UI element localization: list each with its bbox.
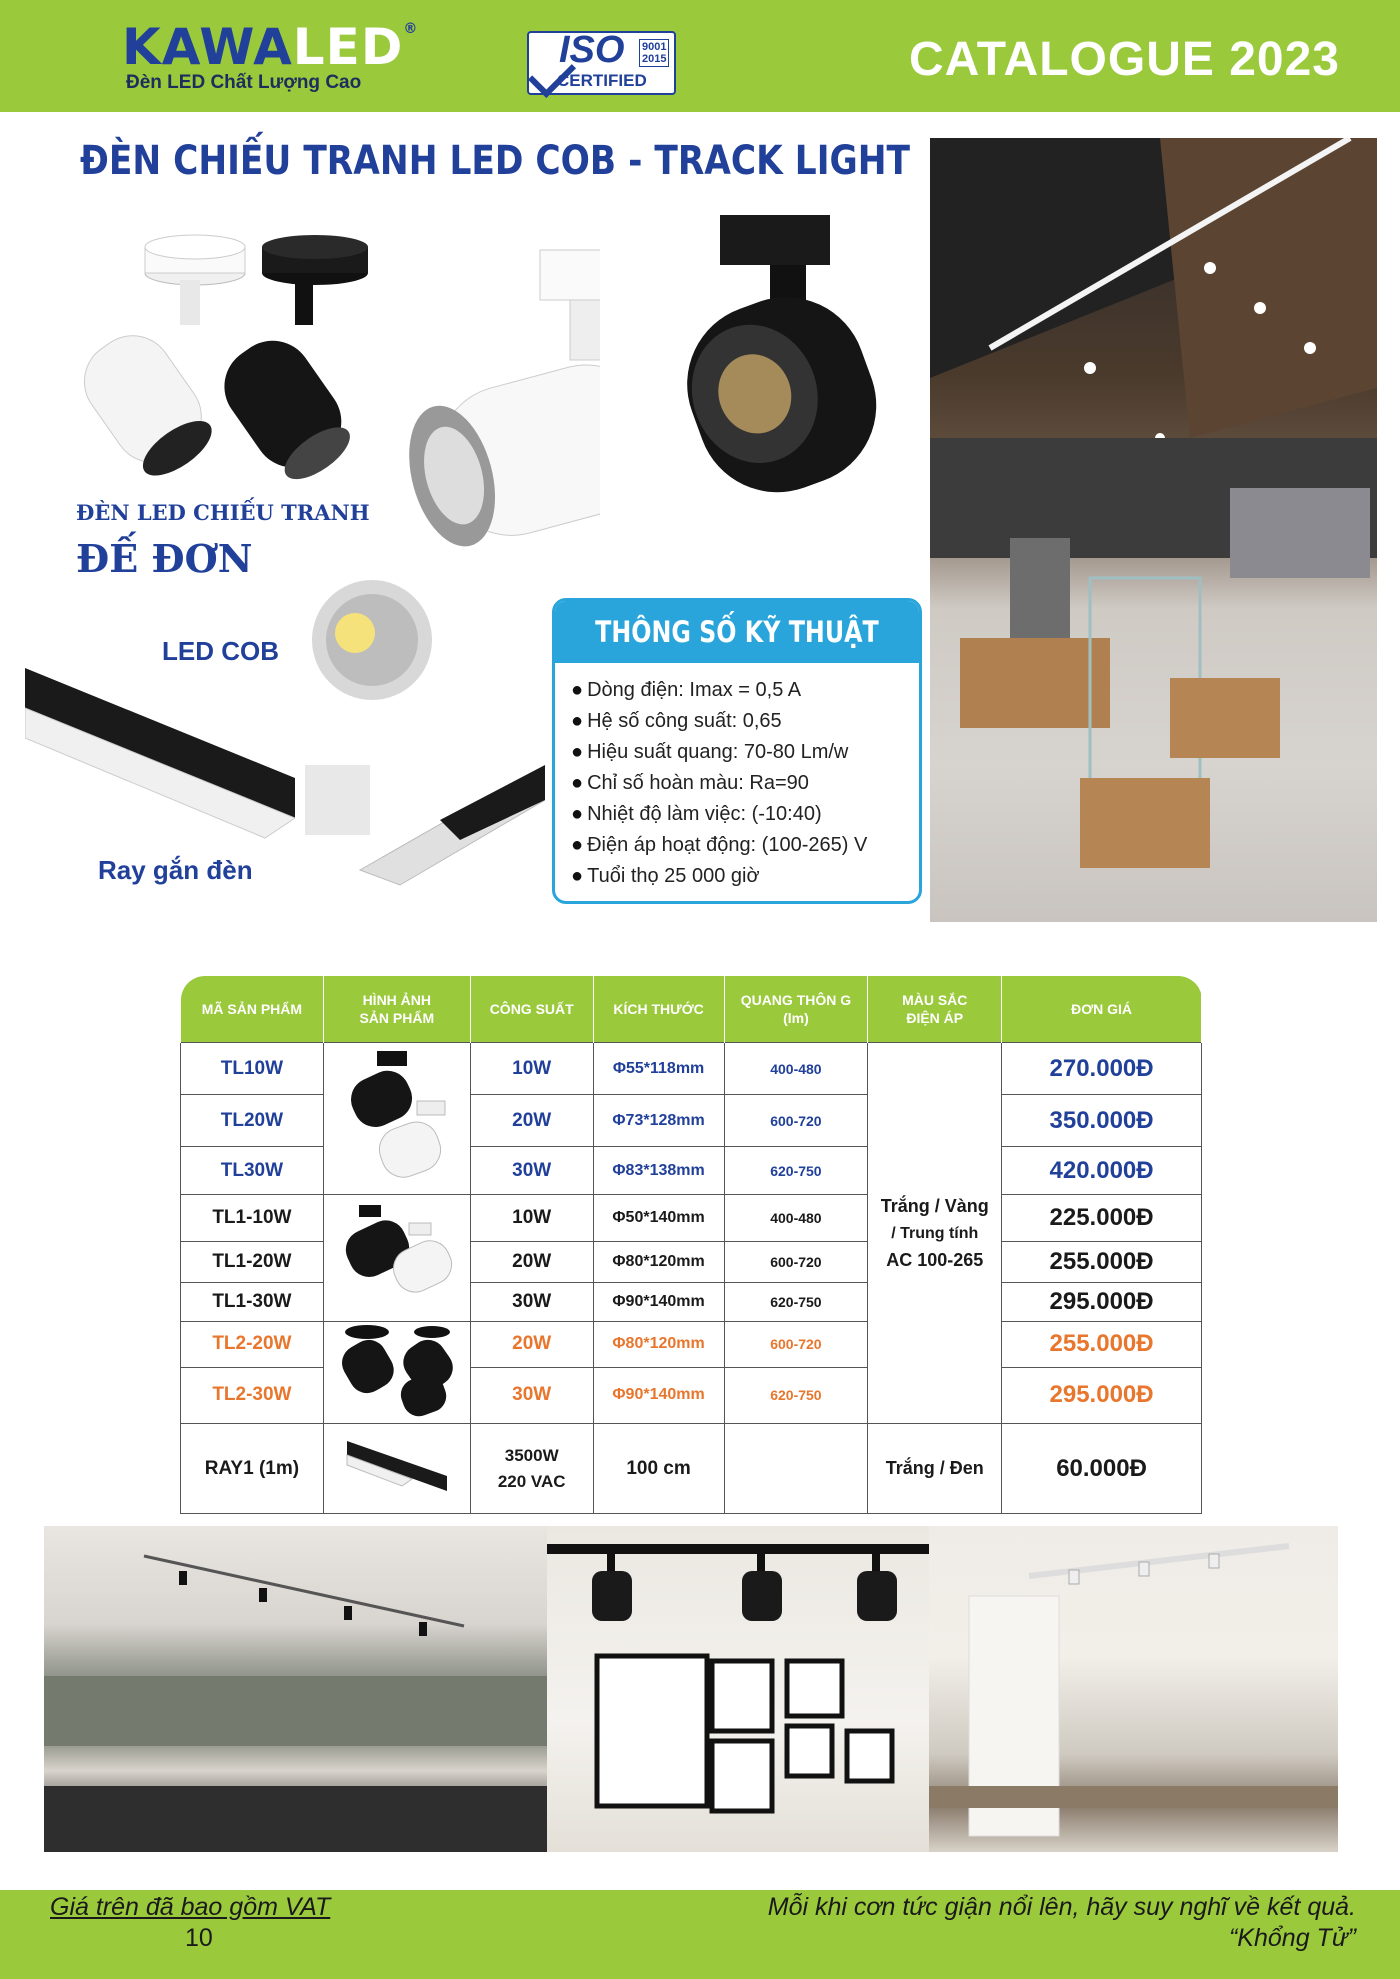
interior-photo-drawing: [929, 1526, 1338, 1852]
cell-price: 270.000Đ: [1002, 1043, 1202, 1095]
product-thumbnail-tl2: [323, 1322, 470, 1424]
spec-item: ● Tuổi thọ 25 000 giờ: [571, 861, 867, 892]
iso-year-1: 9001: [642, 41, 667, 53]
ray-power-line2: 220 VAC: [497, 1471, 566, 1491]
header-price: ĐƠN GIÁ: [1002, 976, 1202, 1043]
cell-lumen: 620-750: [724, 1367, 868, 1423]
track-rail-image: [25, 668, 295, 848]
header-image-line1: HÌNH ẢNH: [362, 992, 432, 1008]
cell-price: 295.000Đ: [1002, 1367, 1202, 1423]
subtitle-small: ĐÈN LED CHIẾU TRANH: [76, 500, 370, 525]
color-line2: / Trung tính: [891, 1225, 979, 1242]
cell-size: 100 cm: [593, 1424, 724, 1514]
black-track-lamp-illustration: [660, 210, 900, 500]
iso-year-2: 2015: [642, 53, 667, 65]
ray-power-line1: 3500W: [504, 1445, 559, 1465]
table-row: [181, 1424, 1202, 1514]
spec-item: ● Điện áp hoạt động: (100-265) V: [571, 830, 867, 861]
cell-power: 20W: [470, 1242, 593, 1283]
gallery-photo-drawing: [547, 1526, 929, 1852]
brand-part1: KAWA: [122, 18, 293, 76]
header-power: CÔNG SUẤT: [470, 976, 593, 1043]
cell-code: TL1-10W: [181, 1195, 324, 1242]
header-color-line1: MÀU SẮC: [902, 992, 968, 1008]
cell-code: TL1-30W: [181, 1283, 324, 1322]
spec-item: ● Hiệu suất quang: 70-80 Lm/w: [571, 737, 867, 768]
cell-code: TL30W: [181, 1147, 324, 1195]
spec-list: [571, 675, 867, 892]
cell-size: Φ83*138mm: [593, 1147, 724, 1195]
header-color: [868, 976, 1002, 1043]
cell-lumen: 400-480: [724, 1195, 868, 1242]
iso-years: [639, 39, 669, 67]
cell-size: Φ90*140mm: [593, 1367, 724, 1423]
spec-heading-text: THÔNG SỐ KỸ THUẬT: [595, 615, 879, 649]
cell-lumen: 400-480: [724, 1043, 868, 1095]
header-color-line2: ĐIỆN ÁP: [906, 1010, 964, 1026]
page-number: 10: [185, 1924, 213, 1952]
cell-color-merged: [868, 1043, 1002, 1424]
cell-lumen: [724, 1424, 868, 1514]
header-image-line2: SẢN PHẨM: [359, 1010, 435, 1026]
cell-price: 350.000Đ: [1002, 1095, 1202, 1147]
cell-code: TL2-20W: [181, 1322, 324, 1368]
cell-code: TL20W: [181, 1095, 324, 1147]
cell-lumen: 600-720: [724, 1322, 868, 1368]
table-row: [181, 1043, 1202, 1095]
product-thumbnail-tl: [323, 1043, 470, 1195]
ray-label: Ray gắn đèn: [98, 855, 253, 885]
header-image: [323, 976, 470, 1043]
price-table-grid: [180, 976, 1202, 1514]
cell-price: 255.000Đ: [1002, 1322, 1202, 1368]
spec-box: [552, 598, 922, 904]
iso-text: ISO: [559, 29, 625, 71]
brand-logo: [122, 18, 419, 76]
color-line3: AC 100-265: [886, 1250, 984, 1270]
cell-power: 10W: [470, 1043, 593, 1095]
iso-certified: CERTIFIED: [557, 71, 647, 90]
cell-size: Φ55*118mm: [593, 1043, 724, 1095]
brand-reg: ®: [403, 21, 419, 37]
cell-code: TL10W: [181, 1043, 324, 1095]
spec-item: ● Chỉ số hoàn màu: Ra=90: [571, 768, 867, 799]
catalogue-title: CATALOGUE 2023: [909, 33, 1340, 86]
led-cob-chip-image: [310, 578, 434, 702]
cell-power: 30W: [470, 1367, 593, 1423]
cell-lumen: 600-720: [724, 1095, 868, 1147]
cell-power: 30W: [470, 1147, 593, 1195]
track-rail-detail-image: [300, 760, 545, 935]
cell-power: 30W: [470, 1283, 593, 1322]
store-photo: [930, 138, 1377, 922]
cell-lumen: 620-750: [724, 1283, 868, 1322]
cell-color: Trắng / Đen: [868, 1424, 1002, 1514]
page-title: ĐÈN CHIẾU TRANH LED COB - TRACK LIGHT: [80, 138, 911, 184]
cell-code: RAY1 (1m): [181, 1424, 324, 1514]
ray-thumb-icon: [342, 1431, 452, 1501]
cell-price: 295.000Đ: [1002, 1283, 1202, 1322]
cell-code: TL1-20W: [181, 1242, 324, 1283]
footer-quote: Mỗi khi cơn tức giận nổi lên, hãy suy nghĩ về kết quả.: [767, 1893, 1356, 1921]
tl2-thumb-icon: [337, 1322, 457, 1417]
table-row: [181, 1195, 1202, 1242]
cell-lumen: 620-750: [724, 1147, 868, 1195]
interior-photo: [929, 1526, 1338, 1852]
quote-author: “Khổng Tử”: [1228, 1924, 1356, 1952]
product-thumbnail-tl1: [323, 1195, 470, 1322]
cell-price: 420.000Đ: [1002, 1147, 1202, 1195]
header-lumen-line2: (lm): [783, 1010, 809, 1026]
cell-size: Φ80*120mm: [593, 1242, 724, 1283]
vat-note: Giá trên đã bao gồm VAT: [50, 1893, 331, 1921]
tagline: Đèn LED Chất Lượng Cao: [126, 72, 362, 93]
spec-item: ● Hệ số công suất: 0,65: [571, 706, 867, 737]
spec-item: ● Nhiệt độ làm việc: (-10:40): [571, 799, 867, 830]
brand-part2: LED: [292, 18, 404, 76]
cell-lumen: 600-720: [724, 1242, 868, 1283]
kitchen-photo: [44, 1526, 547, 1852]
led-cob-label: LED COB: [162, 636, 279, 666]
subtitle-large: ĐẾ ĐƠN: [76, 536, 253, 581]
gallery-photo: [547, 1526, 929, 1852]
color-line1: Trắng / Vàng: [880, 1196, 989, 1216]
cell-power: [470, 1424, 593, 1514]
cell-price: 225.000Đ: [1002, 1195, 1202, 1242]
header-lumen-line1: QUANG THÔN G: [740, 992, 852, 1008]
tl-thumb-icon: [337, 1046, 457, 1186]
cell-power: 20W: [470, 1095, 593, 1147]
kitchen-photo-drawing: [44, 1526, 547, 1852]
store-photo-drawing: [930, 138, 1377, 922]
cell-size: Φ73*128mm: [593, 1095, 724, 1147]
tl1-thumb-icon: [337, 1195, 457, 1315]
table-row: [181, 1322, 1202, 1368]
cell-power: 20W: [470, 1322, 593, 1368]
spec-item: ● Dòng điện: Imax = 0,5 A: [571, 675, 867, 706]
cell-code: TL2-30W: [181, 1367, 324, 1423]
cell-size: Φ80*120mm: [593, 1322, 724, 1368]
product-thumbnail-ray: [323, 1424, 470, 1514]
price-table: [180, 976, 1202, 1514]
cell-size: Φ50*140mm: [593, 1195, 724, 1242]
header-size: KÍCH THƯỚC: [593, 976, 724, 1043]
header-code: MÃ SẢN PHẨM: [181, 976, 324, 1043]
header-lumen: [724, 976, 868, 1043]
spec-heading: [555, 601, 919, 663]
cell-price: 255.000Đ: [1002, 1242, 1202, 1283]
iso-badge: [527, 31, 676, 95]
cell-size: Φ90*140mm: [593, 1283, 724, 1322]
table-header-row: [181, 976, 1202, 1043]
cell-price: 60.000Đ: [1002, 1424, 1202, 1514]
cell-power: 10W: [470, 1195, 593, 1242]
